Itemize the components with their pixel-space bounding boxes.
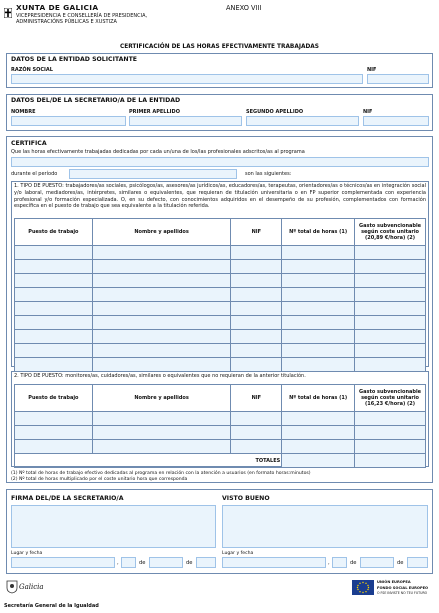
table-cell[interactable] [15, 302, 93, 316]
certifica-intro: Que las horas efectivamente trabajadas dedicadas por cada un/una de los/las profesionales adscritos/as al programa [11, 149, 305, 155]
segundo-apellido-input[interactable] [246, 116, 359, 126]
firma-mes-input[interactable] [149, 557, 183, 568]
table-cell[interactable] [231, 426, 282, 440]
table-cell[interactable] [92, 344, 231, 358]
secretary-nif-label: NIF [363, 109, 373, 115]
total-horas-cell[interactable] [282, 454, 355, 468]
table-cell[interactable] [355, 330, 426, 344]
col-horas: Nº total de horas (1) [282, 219, 355, 246]
galicia-logo-text: Galicia [19, 583, 44, 591]
table-cell[interactable] [282, 358, 355, 372]
table-cell[interactable] [15, 344, 93, 358]
de-sep: de [350, 560, 357, 566]
table-cell[interactable] [92, 358, 231, 372]
table-cell[interactable] [355, 302, 426, 316]
secretary-section [6, 94, 433, 131]
table-cell[interactable] [282, 344, 355, 358]
table-cell[interactable] [15, 260, 93, 274]
eu-line1: UNIÓN EUROPEA [377, 580, 411, 584]
comma: , [117, 560, 119, 566]
table-cell[interactable] [282, 426, 355, 440]
lugar-fecha-label-right: Lugar y fecha [222, 551, 254, 556]
note-2: (2) Nº total de horas multiplicado por el coste unitario hora que corresponda [11, 477, 188, 482]
table-cell[interactable] [231, 344, 282, 358]
table-cell[interactable] [92, 412, 231, 426]
table-cell[interactable] [231, 288, 282, 302]
de-sep: de [139, 560, 146, 566]
table-row [15, 440, 426, 454]
table-cell[interactable] [355, 412, 426, 426]
firma-title: FIRMA DEL/DE LA SECRETARIO/A [11, 495, 124, 502]
periodo-input[interactable] [69, 169, 237, 179]
col-nif: NIF [231, 219, 282, 246]
entity-nif-input[interactable] [367, 74, 429, 84]
signature-section [6, 489, 433, 574]
table-row [15, 302, 426, 316]
xunta-logo-icon [4, 3, 12, 13]
visto-dia-input[interactable] [332, 557, 347, 568]
col-nombre: Nombre y apellidos [92, 385, 231, 412]
table-cell[interactable] [15, 440, 93, 454]
table-cell[interactable] [231, 412, 282, 426]
razon-social-input[interactable] [11, 74, 363, 84]
secretaria-general: Secretaría General de la Igualdad [4, 603, 99, 609]
table-cell[interactable] [282, 316, 355, 330]
table-cell[interactable] [355, 358, 426, 372]
table-cell[interactable] [92, 330, 231, 344]
col-puesto: Puesto de trabajo [15, 385, 93, 412]
col-horas: Nº total de horas (1) [282, 385, 355, 412]
entity-nif-label: NIF [367, 67, 377, 73]
visto-lugar-input[interactable] [222, 557, 326, 568]
table-cell[interactable] [92, 426, 231, 440]
table-cell[interactable] [15, 330, 93, 344]
table-cell[interactable] [92, 316, 231, 330]
certifica-title: CERTIFICA [11, 140, 47, 147]
tipo1-description: 1. TIPO DE PUESTO: trabajadores/as sociales, psicólogos/as, asesores/as jurídicos/as, educadores/as, terapeutas, orientadores/as o técnicos/as en integración social y/o laboral, mediadores/as, intérpretes, similares o equivalentes, que requieran de titulación universitaria o en FP superior complementada con experiencia profesional y/o formación especializada. O, en su defecto, con conocimientos adquiridos en el desempeño de su profesión, complementados con formación específica en el puesto de trabajo que sea equivalente a la titulación referida. [14, 183, 426, 210]
table-cell[interactable] [92, 274, 231, 288]
col-nif: NIF [231, 385, 282, 412]
col-gasto: Gasto subvencionable según coste unitario (20,89 €/hora) (2) [355, 219, 426, 246]
table-cell[interactable] [15, 412, 93, 426]
table-cell[interactable] [15, 288, 93, 302]
table-cell[interactable] [15, 316, 93, 330]
totales-row [15, 454, 426, 468]
table-row [15, 344, 426, 358]
visto-mes-input[interactable] [360, 557, 394, 568]
tipo2-description: 2. TIPO DE PUESTO: monitores/as, cuidadores/as, similares o equivalentes que no requieran de la anterior titulación. [14, 373, 306, 379]
tipo2-table [14, 384, 426, 468]
firma-lugar-input[interactable] [11, 557, 115, 568]
table-cell[interactable] [15, 246, 93, 260]
table-cell[interactable] [231, 330, 282, 344]
eu-line3: O FSE INVISTE NO TEU FUTURO [377, 591, 428, 595]
table-cell[interactable] [282, 412, 355, 426]
table-cell[interactable] [231, 274, 282, 288]
table-cell[interactable] [355, 246, 426, 260]
table-cell[interactable] [282, 246, 355, 260]
visto-ano-input[interactable] [407, 557, 428, 568]
note-1: (1) Nº total de horas de trabajo efectivo dedicadas al programa en relación con la atención a usuarios (en formato horas:minutos) [11, 471, 311, 476]
entity-section-title: DATOS DE LA ENTIDAD SOLICITANTE [11, 56, 138, 63]
org-name: XUNTA DE GALICIA [16, 3, 99, 12]
table-row [15, 426, 426, 440]
table-cell[interactable] [355, 440, 426, 454]
table-cell[interactable] [92, 288, 231, 302]
document-title: CERTIFICACIÓN DE LAS HORAS EFECTIVAMENTE TRABAJADAS [120, 44, 319, 50]
table-row [15, 412, 426, 426]
annex-label: ANEXO VIII [226, 4, 262, 12]
totales-label: TOTALES [15, 454, 282, 468]
eu-flag-icon [352, 580, 374, 595]
certifica-section [6, 136, 433, 483]
total-gasto-cell[interactable] [355, 454, 426, 468]
primer-apellido-label: PRIMER APELLIDO [129, 109, 180, 115]
visto-bueno-area[interactable] [222, 505, 428, 548]
table-cell[interactable] [355, 288, 426, 302]
tipo1-block [11, 181, 429, 367]
table-row [15, 288, 426, 302]
tipo1-table [14, 218, 426, 372]
nombre-input[interactable] [11, 116, 126, 126]
table-row [15, 330, 426, 344]
table-row [15, 260, 426, 274]
table-cell[interactable] [282, 260, 355, 274]
galicia-logo [6, 580, 48, 594]
dept-line1: VICEPRESIDENCIA E CONSELLERÍA DE PRESIDENCIA, [16, 13, 148, 19]
table-cell[interactable] [355, 260, 426, 274]
table-row [15, 316, 426, 330]
table-cell[interactable] [231, 260, 282, 274]
table-cell[interactable] [231, 302, 282, 316]
table-cell[interactable] [231, 246, 282, 260]
col-nombre: Nombre y apellidos [92, 219, 231, 246]
table-cell[interactable] [15, 426, 93, 440]
tipo2-block [11, 371, 429, 467]
de-sep: de [397, 560, 404, 566]
table-cell[interactable] [92, 440, 231, 454]
table-row [15, 358, 426, 372]
periodo-label: durante el período [11, 171, 58, 177]
table-cell[interactable] [282, 440, 355, 454]
table-cell[interactable] [15, 358, 93, 372]
nombre-label: NOMBRE [11, 109, 36, 115]
secretary-section-title: DATOS DEL/DE LA SECRETARIO/A DE LA ENTIDAD [11, 97, 181, 104]
table-cell[interactable] [231, 440, 282, 454]
visto-bueno-title: VISTO BUENO [222, 495, 270, 502]
table-cell[interactable] [282, 302, 355, 316]
de-sep: de [186, 560, 193, 566]
razon-social-label: RAZÓN SOCIAL [11, 67, 53, 73]
table-cell[interactable] [282, 274, 355, 288]
col-puesto: Puesto de trabajo [15, 219, 93, 246]
primer-apellido-input[interactable] [129, 116, 242, 126]
table-cell[interactable] [231, 358, 282, 372]
periodo-suffix: son las siguientes: [245, 171, 292, 177]
entity-section [6, 53, 433, 88]
table-cell[interactable] [282, 288, 355, 302]
programa-input[interactable] [11, 157, 429, 167]
lugar-fecha-label-left: Lugar y fecha [11, 551, 43, 556]
table-cell[interactable] [92, 260, 231, 274]
col-gasto: Gasto subvencionable según coste unitario (16,23 €/hora) (2) [355, 385, 426, 412]
firma-ano-input[interactable] [196, 557, 216, 568]
table-cell[interactable] [92, 246, 231, 260]
table-cell[interactable] [355, 344, 426, 358]
dept-line2: ADMINISTRACIÓNS PÚBLICAS E XUSTIZA [16, 19, 117, 25]
table-cell[interactable] [92, 302, 231, 316]
table-cell[interactable] [231, 316, 282, 330]
table-cell[interactable] [15, 274, 93, 288]
table-cell[interactable] [282, 330, 355, 344]
galicia-shield-icon [6, 580, 18, 594]
segundo-apellido-label: SEGUNDO APELLIDO [246, 109, 304, 115]
table-row [15, 246, 426, 260]
firma-area[interactable] [11, 505, 216, 548]
eu-line2: FONDO SOCIAL EUROPEO [377, 586, 429, 590]
comma: , [328, 560, 330, 566]
table-cell[interactable] [355, 274, 426, 288]
table-row [15, 274, 426, 288]
table-cell[interactable] [355, 316, 426, 330]
secretary-nif-input[interactable] [363, 116, 429, 126]
firma-dia-input[interactable] [121, 557, 136, 568]
table-cell[interactable] [355, 426, 426, 440]
